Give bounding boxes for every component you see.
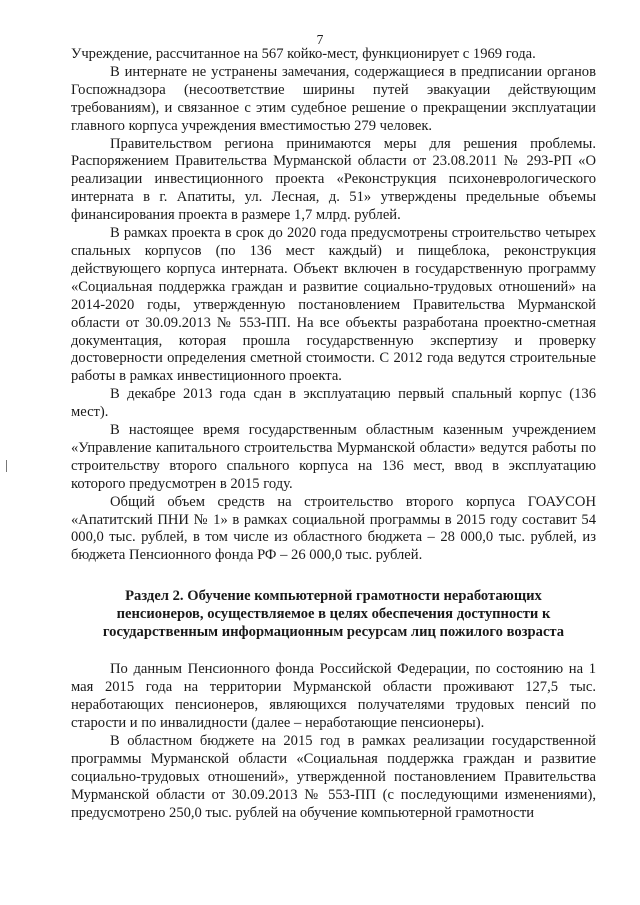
paragraphs-after-section [71,661,596,822]
paragraph: В областном бюджете на 2015 год в рамках реализации государственной программы Мурманской области «Социальная поддержка граждан и развитие социально-трудовых отношений», утвержденной постановлением Правительства Мурманской области от 30.09.2013 № 553-ПП (с последующими изменениями), предусмотрено 250,0 тыс. рублей на обучение компьютерной грамотности [71,732,596,821]
paragraph: Правительством региона принимаются меры для решения проблемы. Распоряжением Правительства Мурманской области от 23.08.2011 № 293-РП «О реализации инвестиционного проекта «Реконструкция психоневрологического интерната в г. Апатиты, ул. Лесная, д. 51» утверждены предельные объемы финансирования проекта в размере 1,7 млрд. рублей. [71,135,596,224]
section-heading: Раздел 2. Обучение компьютерной грамотности неработающих пенсионеров, осуществляемое в целях обеспечения доступности к государственным информационным ресурсам лиц пожилого возраста [102,588,565,641]
paragraph: Общий объем средств на строительство второго корпуса ГОАУСОН «Апатитский ПНИ № 1» в рамках социальной программы в 2015 году составит 54 000,0 тыс. рублей, в том числе из областного бюджета – 28 000,0 тыс. рублей, из бюджета Пенсионного фонда РФ – 26 000,0 тыс. рублей. [71,493,596,564]
paragraph: По данным Пенсионного фонда Российской Федерации, по состоянию на 1 мая 2015 года на территории Мурманской области проживают 127,5 тыс. неработающих пенсионеров, являющихся получателями трудовых пенсий по старости и по инвалидности (далее – неработающие пенсионеры). [71,661,596,731]
paragraphs-before-section [71,46,596,565]
document-body [71,46,596,822]
page-number: 7 [316,32,324,47]
paragraph: Учреждение, рассчитанное на 567 койко-мест, функционирует с 1969 года. [71,46,536,62]
paragraph: В декабре 2013 года сдан в эксплуатацию первый спальный корпус (136 мест). [71,386,596,421]
paragraph: В настоящее время государственным областным казенным учреждением «Управление капитального строительства Мурманской области» ведутся работы по строительству второго спального корпуса на 136 мест, ввод в эксплуатацию которого предусмотрен в 2015 году. [71,422,596,492]
margin-mark [6,460,7,472]
paragraph: В интернате не устранены замечания, содержащиеся в предписании органов Госпожнадзора (несоответствие ширины путей эвакуации действующим требованиям), и связанное с этим судебное решение о прекращении эксплуатации главного корпуса учреждения вместимостью 279 человек. [71,63,596,134]
paragraph: В рамках проекта в срок до 2020 года предусмотрены строительство четырех спальных корпусов (по 136 мест каждый) и пищеблока, реконструкция действующего корпуса интерната. Объект включен в государственную программу «Социальная поддержка граждан и развитие социально-трудовых отношений» на 2014-2020 годы, утвержденную постановлением Правительства Мурманской области от 30.09.2013 № 553-ПП. На все объекты разработана проектно-сметная документация, которая прошла государственную экспертизу и проверку достоверности определения сметной стоимости. С 2012 года ведутся строительные работы в рамках инвестиционного проекта. [71,225,596,385]
